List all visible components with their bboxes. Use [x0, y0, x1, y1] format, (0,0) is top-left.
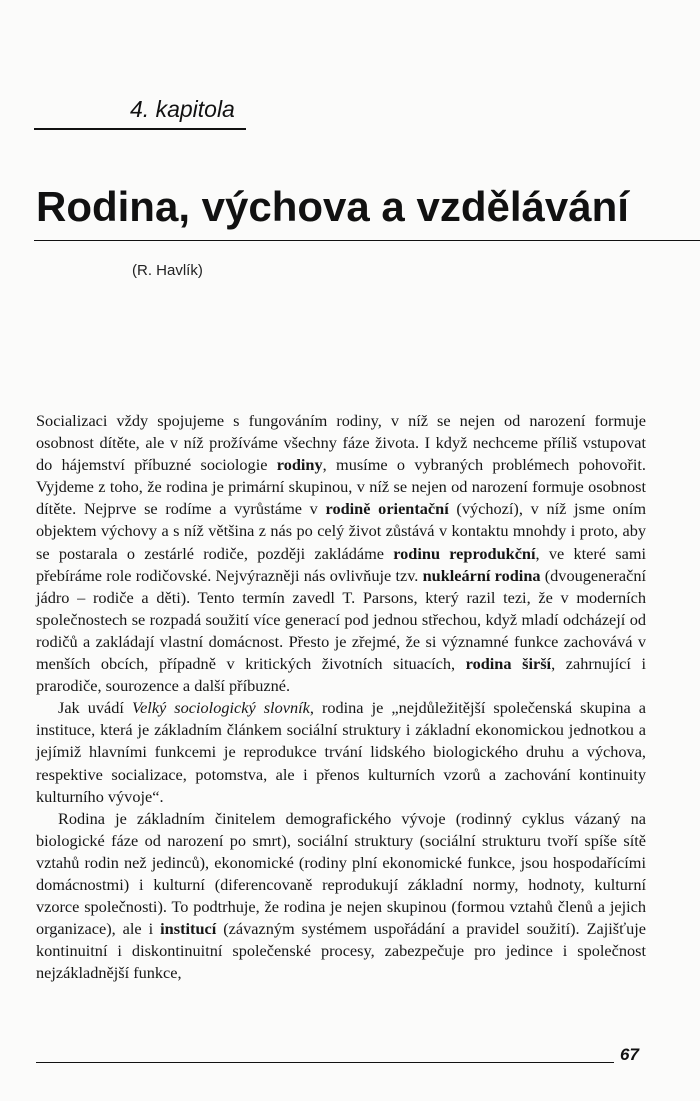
text-run: Jak uvádí — [58, 698, 132, 718]
text-run: Rodina je základním činitelem demografického vývoje (rodinný cyklus vázaný na biologické fáze od narození po smrt), sociální struktury (sociální strukturu tvoří spíše sítě vztahů rodin než jedinců), ekonomické (rodiny plní ekonomické funkce, jsou hospodařícími domácnostmi) i kulturní (diferencovaně reprodukují základní normy, hodnoty, kulturní vzorce společnosti). To podtrhuje, že rodina je nejen skupinou (formou vztahů členů a jejich organizace), ale i — [36, 808, 646, 939]
paragraph — [36, 808, 646, 985]
text-run: (dvougenerační jádro – rodiče a děti). Tento termín zavedl T. Parsons, který razil tezi, že v moderních společnostech se rozpadá soužití více generací pod jednou střechou, když mladí odcházejí od rodičů a zakládají vlastní domácnost. Přesto je zřejmé, že si významné funkce zachovává v menších obcích, případně v kritických životních situacích, — [36, 565, 646, 674]
bold-term: nukleární rodina — [422, 565, 541, 585]
text-run: , rodina je „nejdůležitější společenská skupina a instituce, která je základním článkem sociální struktury i základní ekonomickou jednotkou a jejímiž hlavními funkcemi je reprodukce trvání lidského biologického druhu a výchova, respektive socializace, potomstva, ale i přenos kulturních vzorů a zachování kontinuity kulturního vývoje“. — [36, 698, 647, 806]
text-run: , zahrnující i prarodiče, sourozence a další příbuzné. — [36, 654, 646, 696]
bold-term: rodiny — [276, 455, 323, 475]
bold-term: rodinu reprodukční — [393, 543, 536, 563]
text-run: (závazným systémem uspořádání a pravidel soužití). Zajišťuje kontinuitní i diskontinuitní společenské procesy, zabezpečuje pro jedince i společnost nejzákladnější funkce, — [36, 919, 646, 983]
footer-rule — [36, 1062, 614, 1063]
chapter-rule — [34, 128, 246, 130]
bold-term: institucí — [160, 919, 217, 939]
author: (R. Havlík) — [132, 262, 203, 279]
paragraph — [36, 697, 646, 807]
title-rule — [34, 240, 700, 241]
text-run: Socializaci vždy spojujeme s fungováním rodiny, v níž se nejen od narození formuje osobnost dítěte, ale v níž prožíváme všechny fáze života. I když nechceme příliš vstupovat do hájemství příbuzné sociologie — [36, 411, 646, 475]
text-run: , musíme o vybraných problémech pohovořit. Vyjdeme z toho, že rodina je primární skupinou, v níž se nejen od narození formuje osobnost dítěte. Nejprve se rodíme a vyrůstáme v — [36, 455, 646, 519]
page-number: 67 — [620, 1045, 639, 1064]
page-title: Rodina, výchova a vzdělávání — [36, 183, 629, 230]
paragraph — [36, 410, 646, 697]
body-text — [36, 410, 646, 984]
text-run: (výchozí), v níž jsme oním objektem výchovy a s níž většina z nás po celý život zůstává v kontaktu mnohdy i proto, aby se postarala o zestárlé rodiče, později zakládáme — [36, 499, 646, 563]
bold-term: rodině orientační — [325, 499, 449, 519]
text-run: , ve které sami přebíráme role rodičovské. Nejvýrazněji nás ovlivňuje tzv. — [36, 543, 647, 585]
bold-term: rodina širší — [465, 654, 552, 674]
chapter-label: 4. kapitola — [130, 96, 235, 122]
italic-citation: Velký sociologický slovník — [131, 698, 310, 718]
